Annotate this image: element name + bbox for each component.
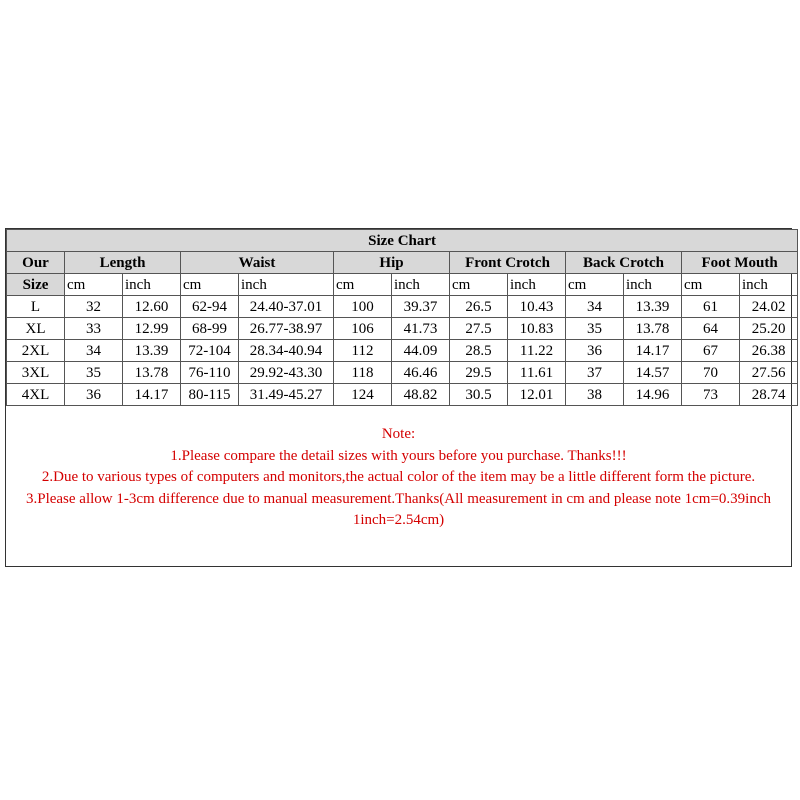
unit-inch: inch [624, 274, 682, 296]
measurement-cell: 48.82 [392, 384, 450, 406]
measurement-cell: 13.39 [123, 340, 181, 362]
measurement-cell: 12.01 [508, 384, 566, 406]
measurement-cell: 68-99 [181, 318, 239, 340]
measurement-cell: 124 [334, 384, 392, 406]
measurement-cell: 13.78 [624, 318, 682, 340]
size-table [6, 229, 798, 406]
header-front-crotch: Front Crotch [450, 252, 566, 274]
measurement-cell: 118 [334, 362, 392, 384]
note-item: 1.Please compare the detail sizes with yours before you purchase. Thanks!!! [170, 447, 627, 464]
note-item: 2.Due to various types of computers and monitors,the actual color of the item may be a little different form the picture. [41, 469, 756, 485]
measurement-cell: 37 [566, 362, 624, 384]
table-row [7, 318, 798, 340]
measurement-cell: 38 [566, 384, 624, 406]
note-item: 3.Please allow 1-3cm difference due to manual measurement.Thanks(All measurement in cm and please note 1cm=0.39inch 1inch=2.54cm) [25, 490, 772, 528]
measurement-cell: 14.57 [624, 362, 682, 384]
size-header-line1: Our [7, 252, 65, 274]
measurement-cell: 27.5 [450, 318, 508, 340]
measurement-cell: 32 [65, 296, 123, 318]
size-label: 2XL [7, 340, 65, 362]
measurement-cell: 27.56 [740, 362, 798, 384]
unit-cm: cm [566, 274, 624, 296]
measurement-cell: 36 [566, 340, 624, 362]
header-foot-mouth: Foot Mouth [682, 252, 798, 274]
measurement-cell: 30.5 [450, 384, 508, 406]
measurement-cell: 25.20 [740, 318, 798, 340]
chart-title: Size Chart [7, 230, 798, 252]
measurement-cell: 67 [682, 340, 740, 362]
measurement-cell: 24.40-37.01 [239, 296, 334, 318]
size-label: 3XL [7, 362, 65, 384]
measurement-cell: 14.96 [624, 384, 682, 406]
measurement-cell: 26.5 [450, 296, 508, 318]
measurement-cell: 33 [65, 318, 123, 340]
measurement-cell: 80-115 [181, 384, 239, 406]
measurement-cell: 46.46 [392, 362, 450, 384]
measurement-cell: 39.37 [392, 296, 450, 318]
measurement-cell: 35 [566, 318, 624, 340]
measurement-cell: 70 [682, 362, 740, 384]
measurement-cell: 112 [334, 340, 392, 362]
measurement-cell: 26.77-38.97 [239, 318, 334, 340]
measurement-cell: 12.60 [123, 296, 181, 318]
measurement-cell: 72-104 [181, 340, 239, 362]
measurement-cell: 12.99 [123, 318, 181, 340]
table-row [7, 362, 798, 384]
measurement-cell: 10.83 [508, 318, 566, 340]
measurement-cell: 11.61 [508, 362, 566, 384]
measurement-cell: 106 [334, 318, 392, 340]
measurement-cell: 26.38 [740, 340, 798, 362]
size-label: 4XL [7, 384, 65, 406]
measurement-cell: 35 [65, 362, 123, 384]
unit-cm: cm [334, 274, 392, 296]
header-waist: Waist [181, 252, 334, 274]
measurement-cell: 29.92-43.30 [239, 362, 334, 384]
header-length: Length [65, 252, 181, 274]
measurement-cell: 44.09 [392, 340, 450, 362]
measurement-cell: 34 [566, 296, 624, 318]
measurement-cell: 10.43 [508, 296, 566, 318]
notes-heading: Note: [381, 426, 416, 442]
unit-cm: cm [65, 274, 123, 296]
measurement-cell: 76-110 [181, 362, 239, 384]
unit-cm: cm [682, 274, 740, 296]
header-back-crotch: Back Crotch [566, 252, 682, 274]
measurement-cell: 29.5 [450, 362, 508, 384]
measurement-cell: 28.5 [450, 340, 508, 362]
header-hip: Hip [334, 252, 450, 274]
size-label: XL [7, 318, 65, 340]
measurement-cell: 13.39 [624, 296, 682, 318]
measurement-cell: 41.73 [392, 318, 450, 340]
measurement-cell: 11.22 [508, 340, 566, 362]
measurement-cell: 61 [682, 296, 740, 318]
measurement-cell: 64 [682, 318, 740, 340]
measurement-cell: 100 [334, 296, 392, 318]
unit-inch: inch [392, 274, 450, 296]
unit-cm: cm [450, 274, 508, 296]
measurement-cell: 24.02 [740, 296, 798, 318]
unit-inch: inch [740, 274, 798, 296]
measurement-cell: 13.78 [123, 362, 181, 384]
size-header-line2: Size [7, 274, 65, 296]
size-label: L [7, 296, 65, 318]
measurement-cell: 34 [65, 340, 123, 362]
unit-cm: cm [181, 274, 239, 296]
measurement-cell: 31.49-45.27 [239, 384, 334, 406]
size-chart [5, 228, 792, 567]
notes-section [6, 406, 791, 566]
measurement-cell: 62-94 [181, 296, 239, 318]
measurement-cell: 14.17 [624, 340, 682, 362]
measurement-cell: 28.34-40.94 [239, 340, 334, 362]
unit-inch: inch [508, 274, 566, 296]
unit-inch: inch [123, 274, 181, 296]
measurement-cell: 14.17 [123, 384, 181, 406]
measurement-cell: 28.74 [740, 384, 798, 406]
table-row [7, 296, 798, 318]
table-row [7, 384, 798, 406]
measurement-cell: 73 [682, 384, 740, 406]
measurement-cell: 36 [65, 384, 123, 406]
unit-inch: inch [239, 274, 334, 296]
table-row [7, 340, 798, 362]
